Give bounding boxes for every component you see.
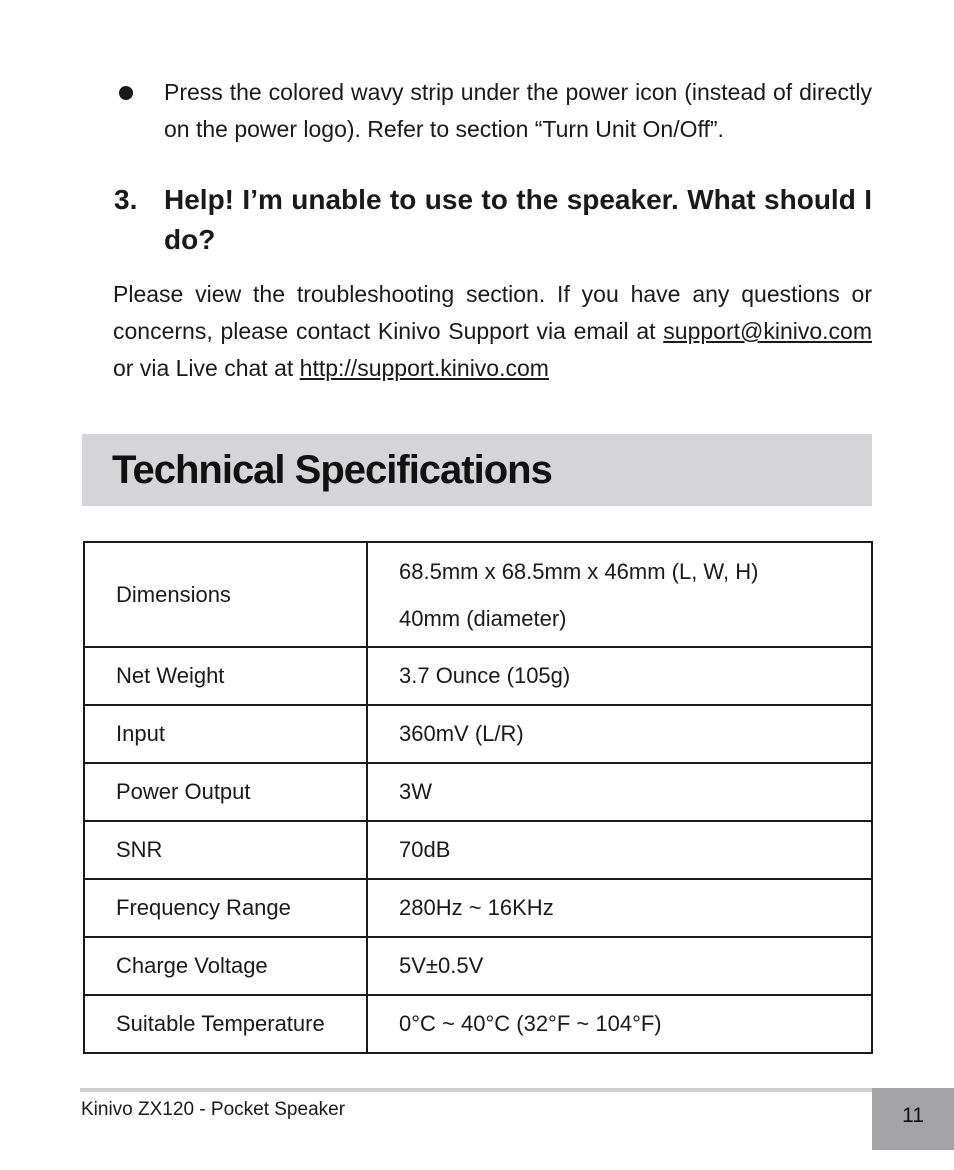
spec-value-line: 68.5mm x 68.5mm x 46mm (L, W, H) (399, 558, 759, 584)
spec-value: 3W (367, 763, 872, 821)
spec-table (83, 541, 873, 1054)
page-number-box (872, 1088, 954, 1150)
spec-value: 5V±0.5V (367, 937, 872, 995)
spec-value: 360mV (L/R) (367, 705, 872, 763)
spec-label: Net Weight (84, 647, 367, 705)
faq-answer (113, 276, 872, 387)
spec-label: Charge Voltage (84, 937, 367, 995)
table-row (84, 821, 872, 879)
footer-product-name: Kinivo ZX120 - Pocket Speaker (81, 1099, 346, 1120)
page-number: 11 (902, 1104, 924, 1127)
spec-value-line: 40mm (diameter) (399, 605, 567, 631)
bullet-dot-icon (119, 86, 133, 100)
spec-label: Power Output (84, 763, 367, 821)
spec-label: Input (84, 705, 367, 763)
footer-divider (80, 1088, 954, 1092)
section-header-band (82, 434, 872, 506)
support-email-link[interactable]: support@kinivo.com (663, 318, 872, 344)
spec-value (367, 542, 872, 647)
spec-value: 70dB (367, 821, 872, 879)
table-row (84, 763, 872, 821)
bullet-item (114, 74, 872, 148)
table-row (84, 647, 872, 705)
faq-number: 3. (114, 184, 138, 215)
spec-label: SNR (84, 821, 367, 879)
table-row (84, 542, 872, 647)
faq-answer-text: Please view the troubleshooting section. If you have any questions or concerns, please contact Kinivo Support via email at (113, 281, 872, 344)
table-row (84, 879, 872, 937)
faq-question-heading (114, 180, 872, 260)
spec-value: 0°C ~ 40°C (32°F ~ 104°F) (367, 995, 872, 1053)
faq-answer-text-continued: or via Live chat at (113, 355, 300, 381)
spec-value: 280Hz ~ 16KHz (367, 879, 872, 937)
table-row (84, 937, 872, 995)
spec-label: Dimensions (84, 542, 367, 647)
section-title: Technical Specifications (112, 448, 552, 492)
faq-question-text: Help! I’m unable to use to the speaker. What should I do? (164, 184, 872, 255)
support-url-link[interactable]: http://support.kinivo.com (299, 355, 549, 381)
spec-label: Suitable Temperature (84, 995, 367, 1053)
table-row (84, 705, 872, 763)
table-row (84, 995, 872, 1053)
spec-label: Frequency Range (84, 879, 367, 937)
spec-value: 3.7 Ounce (105g) (367, 647, 872, 705)
bullet-text: Press the colored wavy strip under the power icon (instead of directly on the power logo). Refer to section “Turn Unit On/Off”. (164, 79, 872, 142)
